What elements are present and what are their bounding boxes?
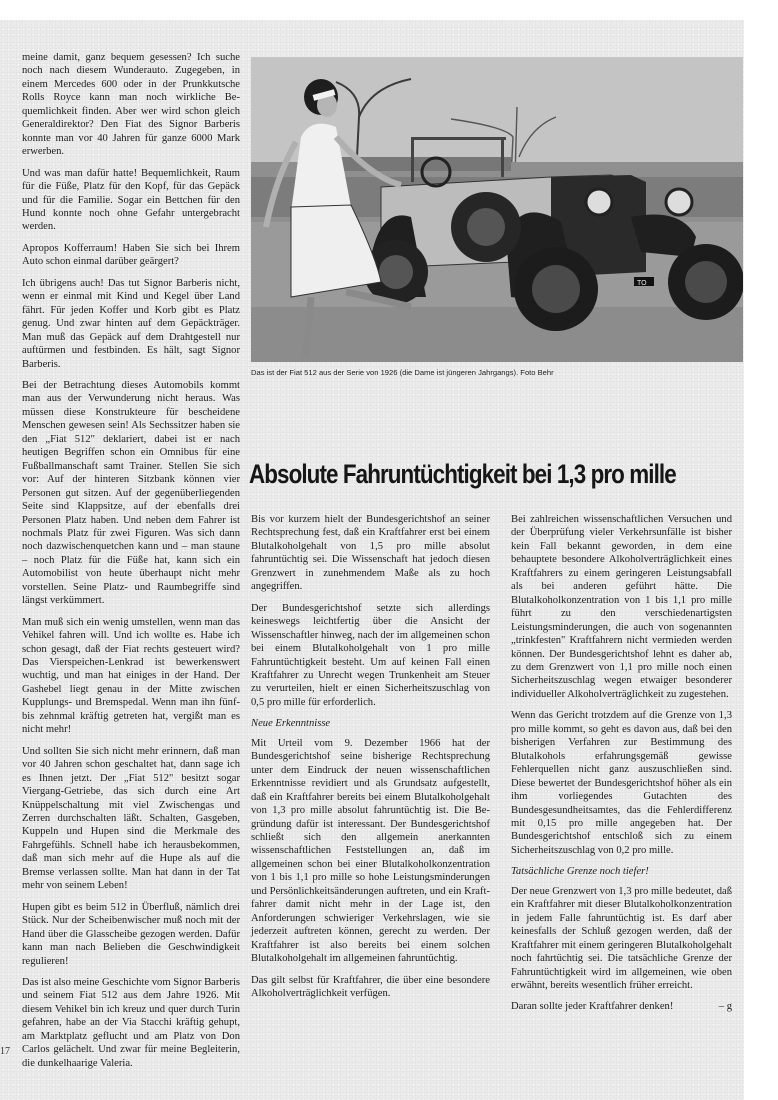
middle-column-text <box>251 513 490 1008</box>
paragraph: Hupen gibt es beim 512 in Überfluß, nämlich drei Stück. Nur der Scheibenwischer muß noch mit der Hand über die Glasscheibe gezogen werden. Dafür kann man nach Belieben die Geschwindigkeit regulieren! <box>22 901 240 967</box>
paragraph: Der Bundesgerichtshof setzte sich allerdings keineswegs leichtfertig über die Ansicht der Wissenschaftler hinweg, nach der im allgemeinen schon bei einem Blutalkoholgehalt von 1 pro mille Fahruntüchtigkeit besteht. Um auf keinen Fall einen Kraftfahrer zu Unrecht wegen Trunkenheit am Steuer zu verurteilen, hielt er einen Sicherheitszuschlag von 0,5 pro mille für erforderlich. <box>251 602 490 708</box>
author-signoff: – g <box>718 1001 732 1013</box>
paragraph: meine damit, ganz bequem gesessen? Ich suche noch nach diesem Wunderauto. Zugegeben, in einem Mercedes 600 oder in der Prunkkutsche Rolls Royce kann man noch wirkliche Bequemlichkeit finden. Aber wer wird schon gleich Generaldirektor? Den Fiat des Signor Barberis konnte man vor 40 Jahren für ganze 6000 Mark erwerben. <box>22 52 240 158</box>
paragraph: Das ist also meine Geschichte vom Signor Barberis und seinem Fiat 512 aus dem Jahre 1926. Mit diesem Vehikel bin ich kreuz und quer durch Turin gefahren, habe an der Via Stacchi kräftig gehupt, am Marktplatz geflucht und am Platz von Don Carlos gelächelt. Und zwar für meine Begleiterin, die dunkelhaarige Valeria. <box>22 977 241 1069</box>
right-column-text <box>511 513 732 1022</box>
subheading: Neue Erkenntnisse <box>251 718 331 730</box>
svg-text:TO: TO <box>637 280 647 287</box>
paragraph: Mit Urteil vom 9. Dezember 1966 hat der Bundesgerichtshof seine bisherige Rechtsprechung unter dem Eindruck der neuen wissenschaftlichen Erkenntnisse revidiert und als Grundsatz aufgestellt, daß ein Kraftfahrer bereits bei einem Blutalkoholgehalt von 1,3 pro mille absolut fahruntüchtig ist. Die Begründung dafür ist interessant. Der Bundesgerichtshof schließt sich den allgemein anerkannten wissenschaftlichen Feststellungen an, daß im allgemeinen schon bei einer Blutalkoholkonzentration von 1 bis 1,1 pro mille so hohe Leistungsminderungen und Persönlichkeitsänderungen auftreten, und ein Kraftfahrer damit nicht mehr in der Lage ist, den Anforderungen schwieriger Verkehrslagen, wie sie jederzeit auftreten können, gerecht zu werden. Der Kraftfahrer ist also bereits bei einem solchen Blutalkoholgehalt im allgemeinen fahruntüchtig. <box>251 737 490 965</box>
paragraph: Das gilt selbst für Kraftfahrer, die über eine besondere Alkoholverträglichkeit verfügen. <box>251 974 490 999</box>
subheading: Tatsächliche Grenze noch tiefer! <box>511 866 649 878</box>
paragraph: Man muß sich ein wenig umstellen, wenn man das Vehikel fahren will. Und ich wollte es. Habe ich schon gesagt, daß der Fiat rechts gesteuert wird? Das Vierspeichen-Lenkrad ist bewerkenswert wuchtig, und man hat einiges in der Hand. Der Gashebel liegt genau in der Mitte zwischen Kupplungs- und Bremspedal. Wenn man ihn fünf- bis zehnmal kräftig getreten hat, vergißt man es nicht mehr! <box>22 616 240 736</box>
paragraph: Und sollten Sie sich nicht mehr erinnern, daß man vor 40 Jahren schon geschaltet hat, dann sage ich es Ihnen jetzt. Der „Fiat 512" besitzt sogar Viergang-Getriebe, das sich durch eine Art Knüppelschaltung mit viel Zwischengas und Zerren durchschalten läßt. Schalten, Gasgeben, Kuppeln und Hupen sind die Merkmale des Fahrgefühls. Schnell habe ich herausbekommen, daß man sich mehr auf die Hupe als auf die Bremse verlassen sollte. Man hat dann in der Tat mehr von seinem Leben! <box>22 745 240 892</box>
paragraph: Bis vor kurzem hielt der Bundesgerichtshof an seiner Rechtsprechung fest, daß ein Kraftfahrer erst bei einem Blutalkoholgehalt von 1,5 pro mille absolut fahruntüchtig sei. Die Wissenschaft hat jedoch diesen Grenzwert in zunehmendem Maße als zu hoch angegriffen. <box>251 514 490 593</box>
photo-illustration <box>251 57 743 362</box>
left-column-text <box>22 51 240 1078</box>
closing-text: Daran sollte jeder Kraftfahrer denken! <box>511 1001 674 1013</box>
photo-caption: Das ist der Fiat 512 aus der Serie von 1926 (die Dame ist jüngeren Jahrgangs). Foto Behr <box>251 368 554 377</box>
paragraph: Wenn das Gericht trotzdem auf die Grenze von 1,3 pro mille kommt, so geht es davon aus, daß bei den bisherigen Verfahren zur Bestimmung des Blutalkohols erfahrungsgemäß gewisse Fehlerquellen nicht ganz auszuschließen sind. Diese bewertet der Bundesgerichtshof höher als ein ihm vorliegendes Gutachten des Bundesgesundheitsamtes, das die Fehlerdifferenz mit 0,15 pro mille angegeben hat. Der Bundesgerichtshof entschloß sich zu einem Sicherheitszuschlag von 0,2 pro mille. <box>511 710 732 856</box>
paragraph: Bei zahlreichen wissenschaftlichen Versuchen und der Überprüfung vieler Verkehrsunfälle ist bisher kein Fall bekannt geworden, in dem eine behauptete besondere Alkoholverträglichkeit eines Kraftfahrers zu einem geringeren Leistungsabfall als bei anderen geführt hätte. Die Blutalkoholkonzentration von 1 bis 1,1 pro mille führt zu den verschiedenartigsten Leistungsminderungen, die auch von sogenannten „trinkfesten" Kraftfahrern nicht vermieden werden können. Der Bundesgerichtshof lehnt es daher ab, zu dem Grenzwert von 1,1 pro mille noch einen Sicherheitszuschlag wegen etwaiger besonderer individueller Alkoholverträglichkeit zu zugestehen. <box>511 514 732 700</box>
paragraph: Ich übrigens auch! Das tut Signor Barberis nicht, wenn er einmal mit Kind und Kegel über Land fährt. Für jeden Koffer und Korb gibt es Platz genug. Und zwar hinten auf dem Gepäckträger. Man muß das Gepäck auf dem Drahtgestell nur auftürmen und festbinden. Es hält, sagt Signor Barberis. <box>22 277 240 370</box>
paragraph: Und was man dafür hatte! Bequemlichkeit, Raum für die Füße, Platz für den Kopf, für das Gepäck und für die Familie. Sogar ein Bettchen für den Hund konnte noch ohne Gefahr untergebracht werden. <box>22 167 240 233</box>
vintage-car-photo <box>251 57 743 362</box>
article-headline: Absolute Fahruntüchtigkeit bei 1,3 pro mille <box>249 459 676 489</box>
closing-line <box>511 1000 732 1013</box>
paragraph: Der neue Grenzwert von 1,3 pro mille bedeutet, daß ein Kraftfahrer mit dieser Blutalkoholkonzentration in jedem Falle fahruntüchtig ist. Es darf aber keinesfalls der Schluß gezogen werden, daß der Kraftfahrer mit einem geringeren Blutalkoholgehalt noch fahrtüchtig sei. Die tatsächliche Grenze der Fahruntüchtigkeit wird im allgemeinen, wie oben erwähnt, bereits wesentlich früher erreicht. <box>511 885 732 991</box>
paragraph: Apropos Kofferraum! Haben Sie sich bei Ihrem Auto schon einmal darüber geärgert? <box>22 242 240 268</box>
page-number: 17 <box>0 1046 10 1057</box>
paragraph: Bei der Betrachtung dieses Automobils kommt man aus der Verwunderung nicht heraus. Was müssen diese Konstrukteure für bescheidene Menschen gewesen sein! Als Sechssitzer haben sie den „Fiat 512" deklariert, dabei ist er nach heutigen Begriffen schon ein Omnibus für eine Fußballmanschaft samt Trainer. Stellen Sie sich vor: Auf der hinteren Sitzbank können vier Personen gut sitzen. Auf der gegenüberliegenden Seite sind Klappsitze, auf der ebenfalls drei Personen Platz haben. Und neben dem Fahrer ist nochmals Platz für zwei Figuren. Was sich dann noch dazwischenquetchen kann und – man staune – noch Platz für die Füße hat, kann sich ein Automobilist von heute überhaupt nicht mehr vorstellen. Seine Platz- und Raumbegriffe sind längst verkümmert. <box>22 379 240 607</box>
